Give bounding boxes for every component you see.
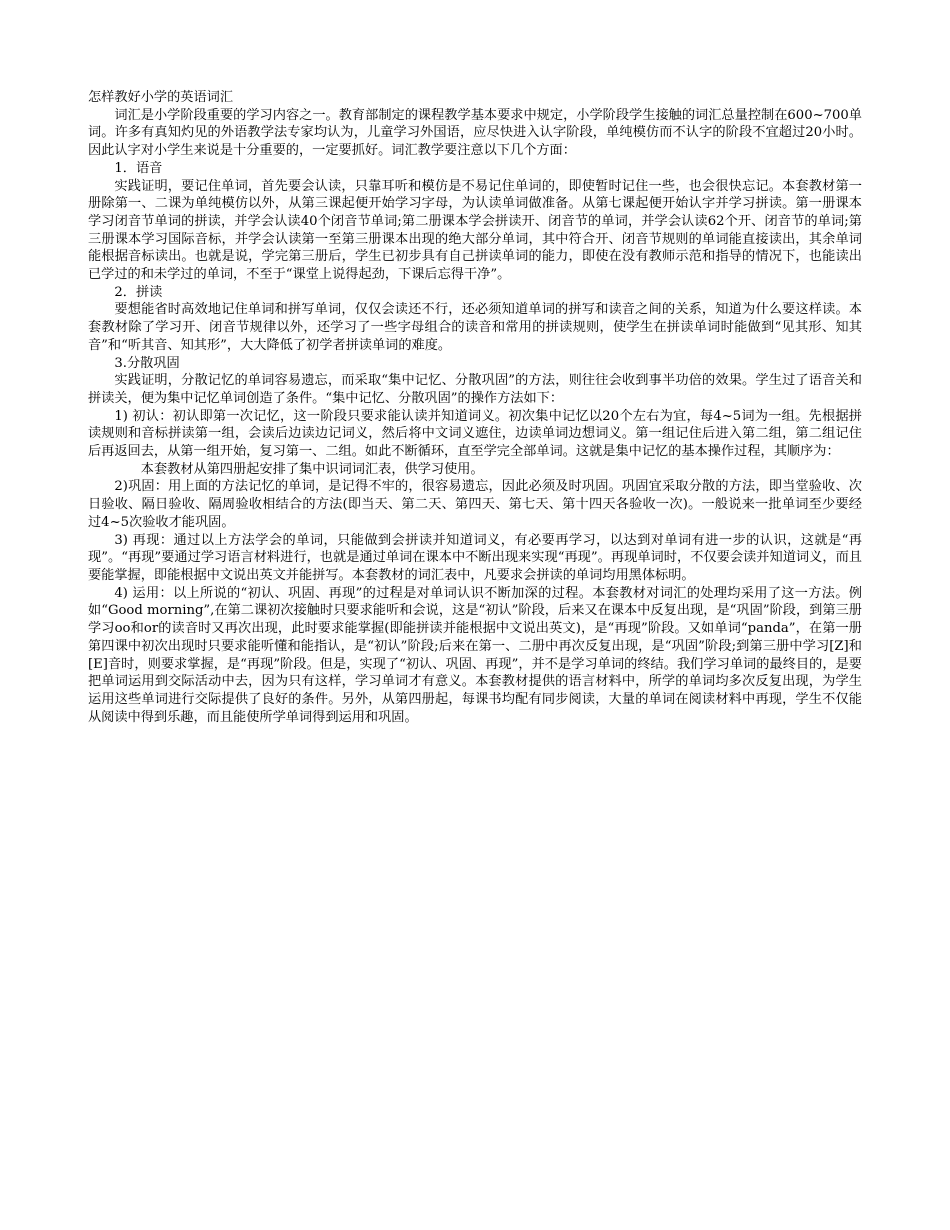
step-consolidation: 2)巩固：用上面的方法记忆的单词，是记得不牢的，很容易遗忘，因此必须及时巩固。巩固宜采取分散的方法，即当堂验收、次日验收、隔日验收、隔周验收相结合的方法(即当天、第二天、第四天、第七天、第十四天各验收一次)。一般说来一批单词至少要经过4~5次验收才能巩固。 (88, 479, 862, 530)
pronunciation-paragraph: 实践证明，要记住单词，首先要会认读，只靠耳听和模仿是不易记住单词的，即使暂时记住一些，也会很快忘记。本套教材第一册除第一、二课为单纯模仿以外，从第三课起便开始学习字母，为认读单词做准备。从第七课起便开始认字并学习拼读。第一册课本学习闭音节单词的拼读，并学会认读40个闭音节单词;第二册课本学会拼读开、闭音节的单词，并学会认读62个开、闭音节的单词;第三册课本学习国际音标，并学会认读第一至第三册课本出现的绝大部分单词，其中符合开、闭音节规则的单词能直接读出，其余单词能根据音标读出。也就是说，学完第三册后，学生已初步具有自己拼读单词的能力，即使在没有教师示范和指导的情况下，也能读出已学过的和未学过的单词，不至于“课堂上说得起劲，下课后忘得干净”。 (88, 178, 862, 283)
intro-paragraph: 词汇是小学阶段重要的学习内容之一。教育部制定的课程教学基本要求中规定，小学阶段学生接触的词汇总量控制在600~700单词。许多有真知灼见的外语教学法专家均认为，儿童学习外国语，应尽快进入认字阶段，单纯模仿而不认字的阶段不宜超过20小时。因此认字对小学生来说是十分重要的，一定要抓好。词汇教学要注意以下几个方面： (88, 107, 862, 159)
section-heading-consolidation: 3.分散巩固 (114, 355, 180, 371)
consolidation-paragraph: 实践证明，分散记忆的单词容易遗忘，而采取“集中记忆、分散巩固”的方法，则往往会收到事半功倍的效果。学生过了语音关和拼读关，便为集中记忆单词创造了条件。“集中记忆、分散巩固”的操作方法如下： (88, 373, 862, 406)
document-title: 怎样教好小学的英语词汇 (88, 90, 234, 105)
vocabulary-table-note: 本套教材从第四册起安排了集中识词词汇表，供学习使用。 (140, 461, 484, 477)
step-reappearance: 3) 再现：通过以上方法学会的单词，只能做到会拼读并知道词义，有必要再学习，以达到对单词有进一步的认识，这就是“再现”。“再现”要通过学习语言材料进行，也就是通过单词在课本中不断出现来实现“再现”。再现单词时，不仅要会读并知道词义，而且要能掌握，即能根据中文说出英文并能拼写。本套教材的词汇表中，凡要求会拼读的单词均用黑体标明。 (88, 532, 862, 583)
section-heading-pronunciation: 1．语音 (114, 160, 163, 176)
spelling-paragraph: 要想能省时高效地记住单词和拼写单词，仅仅会读还不行，还必须知道单词的拼写和读音之间的关系，知道为什么要这样读。本套教材除了学习开、闭音节规律以外，还学习了一些字母组合的读音和常用的拼读规则，使学生在拼读单词时能做到“见其形、知其音”和“听其音、知其形”，大大降低了初学者拼读单词的难度。 (88, 302, 862, 353)
document-body (88, 89, 862, 726)
section-heading-spelling: 2．拼读 (114, 284, 163, 300)
step-initial-recognition: 1) 初认：初认即第一次记忆，这一阶段只要求能认读并知道词义。初次集中记忆以20个左右为宜，每4~5词为一组。先根据拼读规则和音标拼读第一组，会读后边读边记词义，然后将中文词义遮住，边读单词边想词义。第一组记住后进入第二组，第二组记住后再返回去，从第一组开始，复习第一、二组。如此不断循环，直至学完全部单词。这就是集中记忆的基本操作过程，其顺序为： (88, 408, 862, 460)
step-application: 4) 运用：以上所说的“初认、巩固、再现”的过程是对单词认识不断加深的过程。本套教材对词汇的处理均采用了这一方法。例如“Good morning”,在第二课初次接触时只要求能听和会说，这是“初认”阶段，后来又在课本中反复出现，是“巩固”阶段，到第三册学习oo和or的读音时又再次出现，此时要求能掌握(即能拼读并能根据中文说出英文)，是“再现”阶段。又如单词“panda”，在第一册第四课中初次出现时只要求能听懂和能指认，是“初认”阶段;后来在第一、二册中再次反复出现，是“巩固”阶段;到第三册中学习[Z]和[E]音时，则要求掌握，是“再现”阶段。但是，实现了“初认、巩固、再现”，并不是学习单词的终结。我们学习单词的最终目的，是要把单词运用到交际活动中去，因为只有这样，学习单词才有意义。本套教材提供的语言材料中，所学的单词均多次反复出现，为学生运用这些单词进行交际提供了良好的条件。另外，从第四册起，每课书均配有同步阅读，大量的单词在阅读材料中再现，学生不仅能从阅读中得到乐趣，而且能使所学单词得到运用和巩固。 (88, 585, 862, 725)
